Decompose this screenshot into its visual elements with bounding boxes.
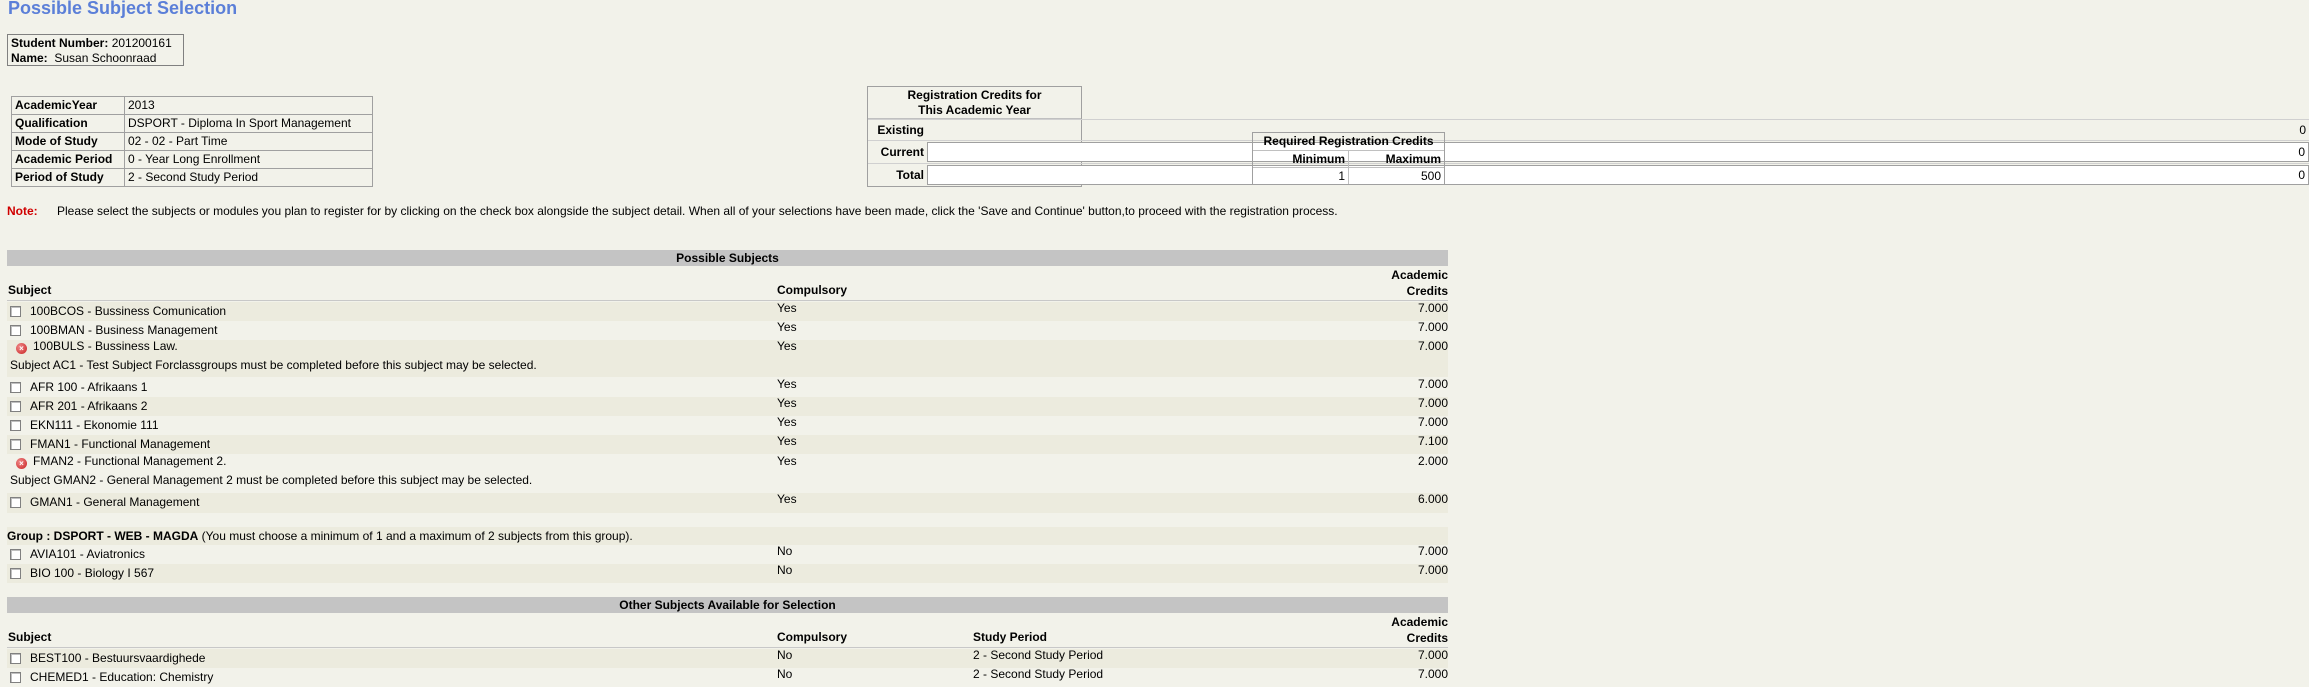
group-heading	[7, 527, 1448, 545]
divider	[7, 300, 1448, 301]
group-rule: (You must choose a minimum of 1 and a maximum of 2 subjects from this group).	[198, 529, 633, 543]
note-label: Note:	[7, 204, 38, 218]
possible-subjects-header: Possible Subjects	[7, 250, 1448, 266]
table-row	[7, 302, 1448, 321]
col-compulsory: Compulsory	[777, 283, 848, 297]
table-row	[7, 545, 1448, 564]
page-title: Possible Subject Selection	[8, 0, 238, 18]
subject-study-period: 2 - Second Study Period	[973, 648, 1104, 662]
total-credits-field[interactable]: 0	[927, 165, 2309, 185]
subject-name: AFR 100 - Afrikaans 1	[30, 380, 148, 394]
subject-checkbox[interactable]	[10, 653, 21, 664]
student-name-label: Name:	[11, 51, 48, 65]
subject-credits: 7.000	[1417, 320, 1448, 334]
table-row	[7, 493, 1448, 513]
note	[7, 203, 1447, 219]
prerequisite-message: Subject GMAN2 - General Management 2 must be completed before this subject may be selected.	[10, 473, 533, 487]
subject-checkbox[interactable]	[10, 672, 21, 683]
required-credits-title: Required Registration Credits	[1253, 133, 1444, 151]
academic-info-table	[11, 96, 373, 187]
subject-credits: 7.000	[1417, 301, 1448, 315]
other-subjects-columns	[7, 613, 1448, 647]
col-credits	[1391, 614, 1448, 646]
table-row	[7, 649, 1448, 668]
registration-credits-title	[868, 87, 1081, 119]
subject-checkbox[interactable]	[10, 325, 21, 336]
col-credits-line1: Academic	[1391, 615, 1448, 629]
subject-compulsory: Yes	[777, 339, 797, 353]
table-row	[7, 668, 1448, 687]
info-value: DSPORT - Diploma In Sport Management	[125, 115, 373, 133]
subject-name: AVIA101 - Aviatronics	[30, 547, 145, 561]
minimum-value: 1	[1253, 168, 1349, 184]
info-label: Period of Study	[12, 169, 125, 187]
info-value: 2013	[125, 97, 373, 115]
subject-name: FMAN1 - Functional Management	[30, 437, 211, 451]
subject-credits: 7.100	[1417, 434, 1448, 448]
col-subject: Subject	[8, 283, 52, 297]
possible-subjects-columns	[7, 266, 1448, 300]
col-credits-line2: Credits	[1406, 284, 1448, 298]
subject-name: FMAN2 - Functional Management 2.	[33, 454, 227, 468]
registration-credits-title-line2: This Academic Year	[918, 103, 1031, 117]
table-row	[7, 378, 1448, 397]
subject-checkbox[interactable]	[10, 382, 21, 393]
subject-name: BEST100 - Bestuursvaardighede	[30, 651, 206, 665]
existing-credits: 0	[2299, 123, 2306, 137]
group-label: Group : DSPORT - WEB - MAGDA	[7, 529, 199, 543]
col-credits-line1: Academic	[1391, 268, 1448, 282]
current-label: Current	[880, 144, 924, 159]
divider	[7, 647, 1448, 648]
student-number: 201200161	[111, 36, 172, 50]
subject-compulsory: Yes	[777, 492, 797, 506]
blocked-icon: ×	[16, 343, 27, 354]
col-credits	[1391, 267, 1448, 299]
subject-name: 100BMAN - Business Management	[30, 323, 218, 337]
student-number-label: Student Number:	[11, 36, 109, 50]
subject-credits: 2.000	[1417, 454, 1448, 468]
student-name: Susan Schoonraad	[54, 51, 157, 65]
subject-name: 100BULS - Bussiness Law.	[33, 339, 178, 353]
minimum-label: Minimum	[1253, 151, 1349, 167]
table-row	[7, 455, 1448, 492]
existing-label: Existing	[877, 122, 924, 137]
blocked-icon: ×	[16, 458, 27, 469]
subject-compulsory: No	[777, 563, 793, 577]
student-details	[7, 34, 184, 66]
subject-credits: 7.000	[1417, 339, 1448, 353]
subject-compulsory: No	[777, 667, 793, 681]
subject-name: EKN111 - Ekonomie 111	[30, 418, 159, 432]
subject-credits: 7.000	[1417, 648, 1448, 662]
subject-compulsory: Yes	[777, 415, 797, 429]
table-row	[7, 416, 1448, 435]
info-value: 02 - 02 - Part Time	[125, 133, 373, 151]
subject-checkbox[interactable]	[10, 420, 21, 431]
registration-credits-title-line1: Registration Credits for	[907, 88, 1042, 102]
info-label: Academic Period	[12, 151, 125, 169]
subject-checkbox[interactable]	[10, 549, 21, 560]
info-label: Mode of Study	[12, 133, 125, 151]
subject-compulsory: Yes	[777, 377, 797, 391]
subject-name: 100BCOS - Bussiness Comunication	[30, 304, 227, 318]
subject-credits: 7.000	[1417, 415, 1448, 429]
subject-compulsory: No	[777, 544, 793, 558]
maximum-label: Maximum	[1385, 152, 1441, 166]
info-label: Qualification	[12, 115, 125, 133]
total-label: Total	[896, 167, 924, 182]
table-row	[7, 564, 1448, 583]
subject-compulsory: Yes	[777, 301, 797, 315]
subject-checkbox[interactable]	[10, 497, 21, 508]
info-value: 0 - Year Long Enrollment	[125, 151, 373, 169]
maximum-value: 500	[1420, 169, 1441, 183]
subject-credits: 6.000	[1417, 492, 1448, 506]
subject-compulsory: Yes	[777, 396, 797, 410]
prerequisite-message: Subject AC1 - Test Subject Forclassgroups must be completed before this subject may be selected.	[10, 358, 537, 372]
subject-credits: 7.000	[1417, 377, 1448, 391]
table-row	[7, 397, 1448, 416]
subject-compulsory: Yes	[777, 434, 797, 448]
subject-name: GMAN1 - General Management	[30, 495, 200, 509]
subject-credits: 7.000	[1417, 396, 1448, 410]
subject-compulsory: Yes	[777, 454, 797, 468]
subject-name: AFR 201 - Afrikaans 2	[30, 399, 148, 413]
note-text: Please select the subjects or modules you plan to register for by clicking on the check box alongside the subject detail. When all of your selections have been made, click the 'Save and Continue' button,to proceed with the registration process.	[57, 204, 1338, 218]
subject-credits: 7.000	[1417, 563, 1448, 577]
subject-name: CHEMED1 - Education: Chemistry	[30, 670, 214, 684]
col-credits-line2: Credits	[1406, 631, 1448, 645]
subject-compulsory: Yes	[777, 320, 797, 334]
subject-study-period: 2 - Second Study Period	[973, 667, 1104, 681]
subject-checkbox[interactable]	[10, 306, 21, 317]
subject-name: BIO 100 - Biology I 567	[30, 566, 155, 580]
subject-checkbox[interactable]	[10, 401, 21, 412]
required-credits-box	[1252, 132, 1445, 185]
info-value: 2 - Second Study Period	[125, 169, 373, 187]
table-row	[7, 321, 1448, 340]
other-subjects-header: Other Subjects Available for Selection	[7, 597, 1448, 613]
col-subject: Subject	[8, 630, 52, 644]
subject-compulsory: No	[777, 648, 793, 662]
info-label: AcademicYear	[12, 97, 125, 115]
table-row	[7, 340, 1448, 377]
subject-checkbox[interactable]	[10, 568, 21, 579]
current-credits-field[interactable]: 0	[927, 142, 2309, 162]
subject-checkbox[interactable]	[10, 439, 21, 450]
subject-credits: 7.000	[1417, 544, 1448, 558]
col-compulsory: Compulsory	[777, 630, 848, 644]
col-study-period: Study Period	[973, 630, 1048, 644]
subject-credits: 7.000	[1417, 667, 1448, 681]
